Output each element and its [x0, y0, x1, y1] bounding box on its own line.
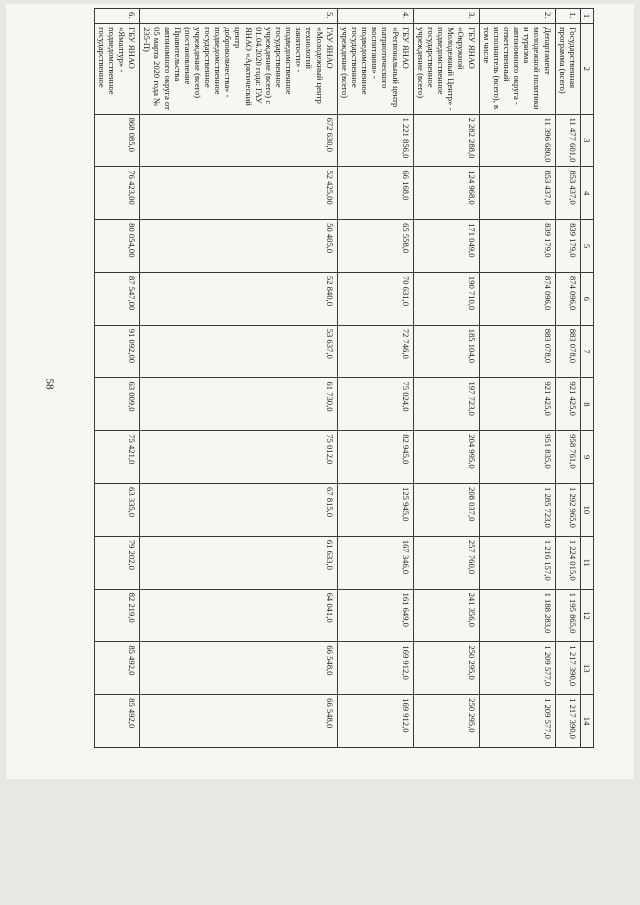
row-name: ГБУ ЯНАО «Окружной Молодежный Центр» - подведомственное государственное учреждение (всего)	[413, 24, 479, 114]
value-cell: 91 092,00	[94, 325, 140, 378]
value-cell: 197 723,0	[413, 378, 479, 431]
value-cell: 79 202,0	[94, 536, 140, 589]
value-cell: 85 492,0	[94, 642, 140, 695]
column-number: 11	[580, 536, 593, 589]
rotated-table-wrapper	[96, 8, 594, 748]
table-row	[94, 9, 140, 748]
value-cell: 75 421,0	[94, 431, 140, 484]
table-row	[337, 9, 413, 748]
value-cell: 204 995,0	[413, 431, 479, 484]
value-cell: 1 188 283,0	[479, 589, 555, 642]
column-number: 4	[580, 167, 593, 220]
row-number: 6.	[94, 9, 140, 24]
value-cell: 868 085,0	[94, 114, 140, 167]
value-cell: 839 179,0	[479, 220, 555, 273]
value-cell: 1 217 390,0	[555, 695, 580, 748]
value-cell: 11 396 680,0	[479, 114, 555, 167]
value-cell: 958 761,0	[555, 431, 580, 484]
value-cell: 70 631,0	[337, 272, 413, 325]
value-cell: 82 945,0	[337, 431, 413, 484]
value-cell: 190 710,0	[413, 272, 479, 325]
value-cell: 76 423,00	[94, 167, 140, 220]
value-cell: 241 356,0	[413, 589, 479, 642]
value-cell: 125 945,0	[337, 484, 413, 537]
page-number: 58	[43, 378, 56, 390]
value-cell: 65 558,0	[337, 220, 413, 273]
row-number: 4.	[337, 9, 413, 24]
column-number: 13	[580, 642, 593, 695]
value-cell: 75 024,0	[337, 378, 413, 431]
row-name: ГАУ ЯНАО «Молодежный центр технологий занятости» - подведомственное государственное учреждение (всего) с 01.04.2020 года: ГАУ ЯНАО «Арктический центр добровольчества» - подведомственное государственное учреждение (всего) (постановление Правительства автономного округа от 05 марта 2020 года № 235-П)	[140, 24, 338, 114]
value-cell: 1 209 577,0	[479, 642, 555, 695]
value-cell: 80 054,00	[94, 220, 140, 273]
value-cell: 82 219,0	[94, 589, 140, 642]
table-row	[555, 9, 580, 748]
column-number: 7	[580, 325, 593, 378]
value-cell: 63 335,0	[94, 484, 140, 537]
value-cell: 66 548,0	[140, 695, 338, 748]
value-cell: 250 295,0	[413, 695, 479, 748]
column-number: 1	[580, 9, 593, 24]
value-cell: 257 760,0	[413, 536, 479, 589]
value-cell: 853 437,0	[479, 167, 555, 220]
value-cell: 1 224 015,0	[555, 536, 580, 589]
value-cell: 171 049,0	[413, 220, 479, 273]
row-name: Государственная программа (всего)	[555, 24, 580, 114]
row-number: 3.	[413, 9, 479, 24]
column-number: 10	[580, 484, 593, 537]
value-cell: 161 649,0	[337, 589, 413, 642]
column-number: 8	[580, 378, 593, 431]
value-cell: 1 285 723,0	[479, 484, 555, 537]
value-cell: 124 968,0	[413, 167, 479, 220]
value-cell: 67 815,0	[140, 484, 338, 537]
value-cell: 185 104,0	[413, 325, 479, 378]
value-cell: 52 425,00	[140, 167, 338, 220]
value-cell: 53 637,0	[140, 325, 338, 378]
value-cell: 672 630,0	[140, 114, 338, 167]
header-row	[580, 9, 593, 748]
value-cell: 50 405,0	[140, 220, 338, 273]
value-cell: 921 425,0	[479, 378, 555, 431]
value-cell: 66 168,0	[337, 167, 413, 220]
value-cell: 250 295,0	[413, 642, 479, 695]
value-cell: 64 041,0	[140, 589, 338, 642]
value-cell: 61 730,0	[140, 378, 338, 431]
table-row	[413, 9, 479, 748]
value-cell: 1 195 865,0	[555, 589, 580, 642]
value-cell: 883 078,0	[555, 325, 580, 378]
value-cell: 72 746,0	[337, 325, 413, 378]
row-name: Департамент молодежной политики и туризма автономного округа - ответственный исполнитель (всего), в том числе	[479, 24, 555, 114]
value-cell: 169 912,0	[337, 642, 413, 695]
value-cell: 951 835,0	[479, 431, 555, 484]
row-name: ГБУ ЯНАО «Региональный центр патриотического воспитания» - подведомственное государственное учреждение (всего)	[337, 24, 413, 114]
column-number: 6	[580, 272, 593, 325]
value-cell: 921 425,0	[555, 378, 580, 431]
value-cell: 61 633,0	[140, 536, 338, 589]
value-cell: 1 221 856,0	[337, 114, 413, 167]
value-cell: 85 492,0	[94, 695, 140, 748]
value-cell: 167 346,0	[337, 536, 413, 589]
value-cell: 874 096,0	[555, 272, 580, 325]
column-number: 5	[580, 220, 593, 273]
budget-table	[94, 8, 594, 748]
value-cell: 874 096,0	[479, 272, 555, 325]
column-number: 3	[580, 114, 593, 167]
table-row	[479, 9, 555, 748]
value-cell: 1 217 390,0	[555, 642, 580, 695]
value-cell: 883 078,0	[479, 325, 555, 378]
column-number: 14	[580, 695, 593, 748]
column-number: 12	[580, 589, 593, 642]
value-cell: 208 037,0	[413, 484, 479, 537]
value-cell: 1 292 965,0	[555, 484, 580, 537]
value-cell: 853 437,0	[555, 167, 580, 220]
value-cell: 52 840,0	[140, 272, 338, 325]
value-cell: 11 477 601,0	[555, 114, 580, 167]
table-row	[140, 9, 338, 748]
row-number: 1.	[555, 9, 580, 24]
column-number: 9	[580, 431, 593, 484]
value-cell: 169 912,0	[337, 695, 413, 748]
row-name: ГБУ ЯНАО «Ямалтур» - подведомственное государственное	[94, 24, 140, 114]
value-cell: 1 209 577,0	[479, 695, 555, 748]
value-cell: 63 009,0	[94, 378, 140, 431]
column-number: 2	[580, 24, 593, 114]
value-cell: 2 282 288,0	[413, 114, 479, 167]
value-cell: 87 547,00	[94, 272, 140, 325]
value-cell: 1 216 157,0	[479, 536, 555, 589]
row-number: 2.	[479, 9, 555, 24]
row-number: 5.	[140, 9, 338, 24]
value-cell: 839 179,0	[555, 220, 580, 273]
value-cell: 75 012,0	[140, 431, 338, 484]
value-cell: 66 548,0	[140, 642, 338, 695]
